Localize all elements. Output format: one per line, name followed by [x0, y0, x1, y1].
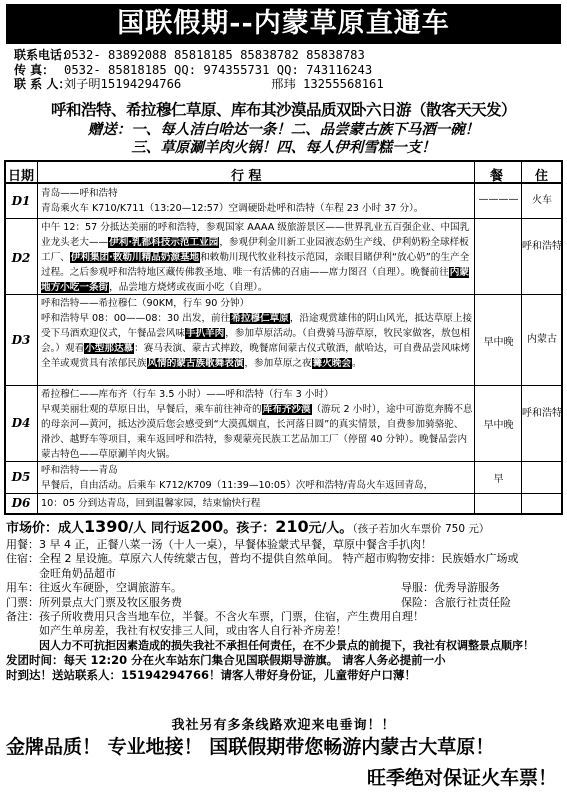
itinerary-line: 呼和浩特——希拉穆仁（90KM，行车 90 分钟） [41, 298, 250, 309]
departure-line: 发团时间：每天 12:20 分在火车站东门集合见国联假期导游旗。 请客人务必提前一小 [6, 653, 446, 668]
day-itinerary [41, 387, 473, 462]
car-info: 用车：往返火车硬卧，空调旅游车。 [6, 581, 182, 595]
notice-line: 我社另有多条线路欢迎来电垂询！！ [171, 718, 396, 733]
highlight-spot: 篝火晚会 [312, 358, 351, 369]
price-text: 。孩子： [223, 521, 276, 536]
day-meal: ———— [478, 194, 519, 205]
day-label: D5 [11, 470, 31, 484]
day-meal: 早 [493, 474, 504, 485]
highlight-spot: 风情的蒙古族歌舞表演 [147, 358, 244, 369]
day-itinerary [41, 496, 473, 511]
itinerary-line: 呼和浩特——青岛 [41, 465, 118, 476]
highlight-spot: 手扒羊肉 [185, 328, 225, 339]
highlight-spot: 库布齐沙漠 [262, 404, 311, 415]
day-label: D6 [11, 496, 31, 510]
note-line: 因人力不可抗拒因素造成的损失我社不承担任何责任，在不少景点的前提下，我社有权调整景点顺序！ [39, 638, 534, 652]
insurance-info: 保险：含旅行社责任险 [401, 595, 511, 609]
schedule-header [6, 162, 561, 184]
schedule-table [4, 160, 563, 515]
header-meal: 餐 [490, 169, 504, 184]
itinerary-text: （游玩 2 小时），途中可游览奔腾不息的母亲河—黄河，抵达沙漠后您会感受到“大漠孤烟直，长河落日圆”的真实情景，自费参加骑骆驼、滑沙、越野车等项目，乘车返回呼和浩特，参观蒙亮民族工艺品加工厂（停留 40 分钟）。晚餐品尝内蒙古特色——草原涮羊肉火锅。 [41, 404, 473, 460]
day-meal: 早中晚 [483, 420, 514, 431]
ticket-insurance-line [6, 596, 561, 610]
note-line: 如产生单房差，我社有权安排三人间，或由客人自行补齐房差！ [39, 624, 347, 638]
highlight-spot: 希拉穆仁草原 [231, 313, 289, 324]
day-row [6, 219, 561, 295]
gift-line-1: 赠送：一、每人洁白哈达一条！二、品尝蒙古族下马酒一碗！ [87, 122, 480, 138]
day-stay: 内蒙古 [527, 334, 557, 345]
day-label: D3 [11, 333, 31, 347]
header-stay: 住 [535, 169, 549, 184]
day-label: D2 [11, 251, 31, 265]
itinerary-text: 和敕勒川现代牧业科技示范园，亲眼目睹伊利“放心奶”的生产全过程。之后参观呼和浩特地区藏传佛教圣地、唯一有活佛的召庙——席力图召（自理）。晚餐前往 [41, 252, 470, 278]
route-title: 呼和浩特、希拉穆仁草原、库布其沙漠品质双卧六日游（散客天天发） [50, 101, 516, 119]
contact-person-1: 刘子明15194294766 [64, 77, 182, 91]
itinerary-text: ：赛马表演、蒙古式摔跤，晚餐席间蒙古仪式敬酒，献哈达，可自费品尝风味烤全羊或观赏具有浓郁民族 [41, 343, 470, 369]
price-text: 元/人。 [308, 521, 353, 536]
phone-numbers: 0532- 83892088 85818185 85838782 85838783 [64, 48, 365, 62]
header-itinerary: 行 程 [231, 169, 262, 184]
day-itinerary [41, 186, 473, 216]
itinerary-text: ，参观伊利金川新工业园液态奶生产线、伊利奶粉全球样板工厂、 [41, 237, 469, 263]
info-block [6, 518, 561, 682]
note-line: 备注：孩子所收费用只含当地车位，半餐。不含火车票，门票，住宿，产生费用自理！ [6, 610, 424, 624]
day-row [6, 386, 561, 462]
stay-info: 住宿：全程 2 星设施。草原六人传统蒙古包，普均不提供自然单间。 特产超市购物安排：民族婚水广场或 [6, 552, 519, 566]
day-row [6, 184, 561, 219]
phone-label: 联系电话： [14, 48, 75, 62]
highlight-spot: 伊利·乳都科技示范工业园 [109, 237, 219, 248]
itinerary-line: 10：05 分到达青岛，回到温馨家园，结束愉快行程 [41, 498, 261, 509]
departure-line: 时到达！送站联系人：15194294766！请客人带好身份证，儿童带好户口薄！ [6, 667, 417, 682]
fax-label: 传 真： [14, 62, 55, 77]
contact-block [14, 48, 559, 92]
day-meal: 早中晚 [483, 337, 514, 348]
itinerary-text: 。 [352, 358, 362, 369]
day-itinerary [41, 463, 473, 493]
price-line [6, 518, 561, 538]
slogan-line-1: 金牌品质！ 专业地接！ 国联假期带您畅游内蒙古大草原！ [6, 736, 495, 758]
price-child: 210 [275, 517, 309, 536]
price-text: 市场价：成人 [6, 521, 85, 536]
gift-line-2: 三、草原涮羊肉火锅！四、每人伊利雪糕一支！ [131, 140, 436, 156]
stay-info-cont: 金旺角奶品超市 [39, 566, 116, 580]
itinerary-text: 中午 12：57 分抵达美丽的呼和浩特，参观国家 AAAA 级旅游景区——世界乳业五百强企业、中国乳业龙头老大—— [41, 222, 470, 248]
price-adult: 1390 [84, 517, 129, 536]
itinerary-text: 呼和浩特早 08：00——08：30 出发，前往 [41, 313, 231, 324]
itinerary-line: 希拉穆仁——库布齐（行车 3.5 小时）——呼和浩特（行车 3 小时） [41, 389, 334, 400]
itinerary-line: 青岛乘火车 K710/K711（13:20—12:57）空调硬卧赴呼和浩特（车程 23 小时 37 分）。 [41, 203, 424, 214]
person-label: 联 系 人： [14, 77, 71, 91]
itinerary-text: ，参加草原活动。（自费骑马游草原，牧民家做客，敖包相会。）观看 [41, 328, 470, 354]
day-stay: 呼和浩特 [522, 408, 562, 419]
day-label: D4 [11, 416, 31, 430]
day-row [6, 494, 561, 513]
day-itinerary [41, 220, 473, 295]
itinerary-text: 早观美丽壮观的草原日出，早餐后，乘车前往神奇的 [41, 404, 262, 415]
fax-numbers: 0532- 85818185 QQ: 974355731 QQ: 743116243 [64, 62, 373, 77]
day-row [6, 462, 561, 494]
day-label: D1 [11, 194, 31, 208]
header-day: 日期 [8, 169, 35, 184]
contact-person-2: 邢玮 13255568161 [271, 77, 384, 91]
highlight-spot: 内蒙地方小吃一条街 [41, 267, 469, 293]
price-rebate: 200 [189, 517, 224, 536]
highlight-spot: 小型那达慕 [85, 343, 134, 354]
ticket-info: 门票：所列景点大门票及牧区服务费 [6, 595, 182, 609]
slogan-line-2: 旺季绝对保证火车票！ [366, 767, 557, 789]
car-guide-line [6, 581, 561, 595]
meal-info: 用餐：3 早 4 正，正餐八菜一汤（十人一桌），早餐体验蒙式早餐，草原中餐含手扒肉！ [6, 538, 432, 551]
price-text: /人 同行返 [128, 521, 190, 536]
day-stay: 呼和浩特 [522, 241, 562, 252]
day-itinerary [41, 296, 473, 371]
highlight-spot: 伊利集团·敕勒川精品奶源基地 [70, 252, 200, 263]
itinerary-text: ，品尝地方烧烤或夜面小吃（自理）。 [109, 282, 268, 293]
price-note: （孩子若加火车票价 750 元） [352, 523, 490, 535]
guide-info: 导服：优秀导游服务 [401, 581, 500, 595]
day-row [6, 295, 561, 386]
itinerary-line: 早餐后，自由活动。后乘车 K712/K709（11:39—10:05）次呼和浩特/青岛火车返回青岛， [41, 480, 434, 491]
itinerary-text: ，沿途观赏雄伟的阴山风光，抵达草原上接受下马酒欢迎仪式，午餐品尝风味 [41, 313, 473, 339]
day-stay: 火车 [532, 195, 552, 206]
itinerary-line: 青岛——呼和浩特 [41, 188, 118, 199]
title-banner: 国联假期--内蒙草原直通车 [6, 4, 561, 44]
itinerary-text: ，参加草原之夜 [244, 358, 312, 369]
